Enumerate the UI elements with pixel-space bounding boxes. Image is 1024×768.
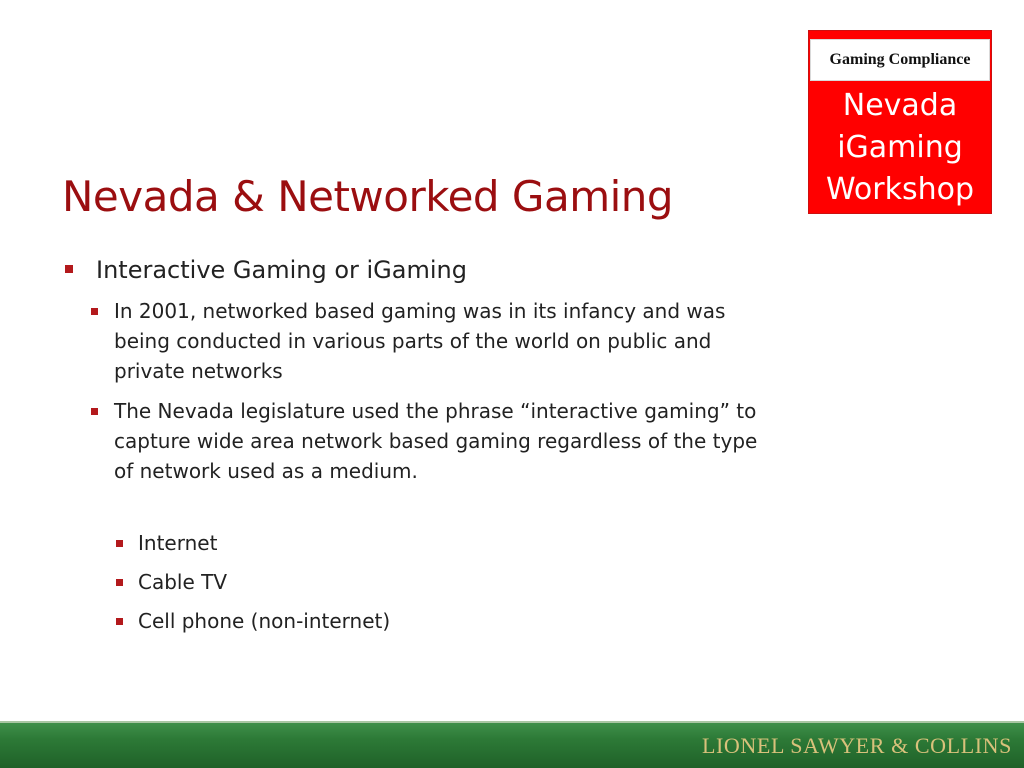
footer-bar <box>0 721 1024 768</box>
bullet-item: The Nevada legislature used the phrase “interactive gaming” to capture wide area network based gaming regardless of the type of network used as a medium. <box>114 399 758 483</box>
bullet-item: Internet <box>138 531 218 555</box>
badge-title-line: iGaming <box>837 130 963 165</box>
bullet-item: Cell phone (non-internet) <box>138 609 391 633</box>
slide-title: Nevada & Networked Gaming <box>62 172 674 221</box>
footer-brand: LIONEL SAWYER & COLLINS <box>701 733 1012 758</box>
bullet-marker <box>91 308 98 315</box>
bullet-marker <box>116 618 123 625</box>
workshop-badge <box>808 30 992 214</box>
badge-title <box>809 85 991 211</box>
bullet-marker <box>116 579 123 586</box>
bullet-marker <box>116 540 123 547</box>
bullet-item: Interactive Gaming or iGaming <box>96 256 467 284</box>
bullet-item: Cable TV <box>138 570 228 594</box>
bullet-marker <box>65 265 73 273</box>
bullet-marker <box>91 408 98 415</box>
badge-title-line: Nevada <box>842 88 958 123</box>
badge-label: Gaming Compliance <box>810 39 990 81</box>
badge-title-line: Workshop <box>825 172 974 207</box>
bullet-item: In 2001, networked based gaming was in its infancy and was being conducted in various parts of the world on public and private networks <box>114 299 726 383</box>
